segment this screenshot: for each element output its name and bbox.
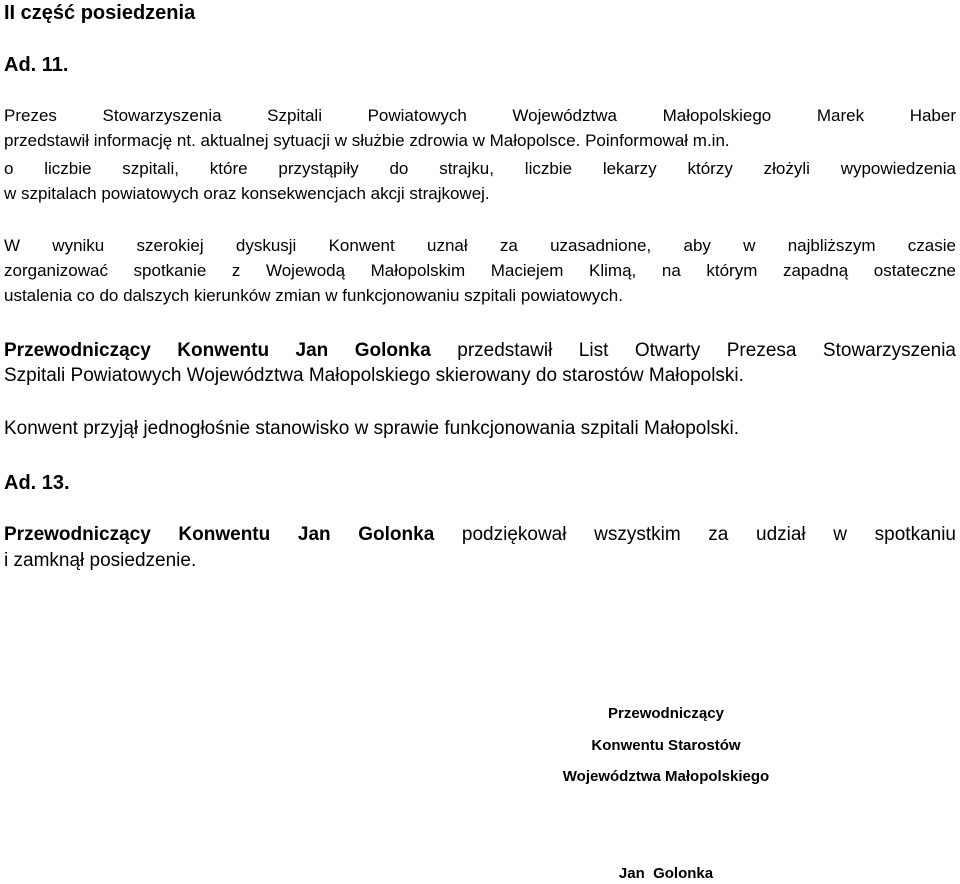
item-11-para2-line2: zorganizować spotkanie z Wojewodą Małopolskim Maciejem Klimą, na którym zapadną ostateczne [4, 261, 956, 280]
item-11-para1-line3: o liczbie szpitali, które przystąpiły do strajku, liczbie lekarzy którzy złożyli wypowiedzenia [4, 159, 956, 178]
chairman-name-bold-2: Przewodniczący Konwentu Jan Golonka [4, 524, 435, 545]
signature-line3: Województwa Małopolskiego [562, 768, 770, 785]
item-11-para3-line1 [4, 341, 956, 360]
item-11-para4-line1: Konwent przyjął jednogłośnie stanowisko w sprawie funkcjonowania szpitali Małopolski. [4, 418, 740, 439]
item-13-para1-line1-rest: podziękował wszystkim za udział w spotkaniu [461, 524, 956, 545]
item-13-para1-line1 [4, 525, 956, 544]
item-11-para3-line2: Szpitali Powiatowych Województwa Małopolskiego skierowany do starostów Małopolski. [4, 365, 744, 386]
item-13-para1-line2: i zamknął posiedzenie. [4, 550, 197, 571]
item-11-para2-line1: W wyniku szerokiej dyskusji Konwent uznał za uzasadnione, aby w najbliższym czasie [4, 236, 956, 255]
signature-name: Jan Golonka [618, 865, 714, 882]
chairman-name-bold: Przewodniczący Konwentu Jan Golonka [4, 340, 431, 361]
item-11-para1-line4: w szpitalach powiatowych oraz konsekwencjach akcji strajkowej. [4, 184, 490, 203]
item-13-heading: Ad. 13. [4, 472, 70, 494]
signature-line1: Przewodniczący [608, 705, 724, 722]
item-11-para1-line2: przedstawił informację nt. aktualnej sytuacji w służbie zdrowia w Małopolsce. Poinformował m.in. [4, 131, 730, 150]
item-11-para2-line3: ustalenia co do dalszych kierunków zmian w funkcjonowaniu szpitali powiatowych. [4, 286, 623, 305]
signature-line2: Konwentu Starostów [591, 737, 741, 754]
item-11-heading: Ad. 11. [4, 54, 69, 76]
item-11-para1-line1: Prezes Stowarzyszenia Szpitali Powiatowych Województwa Małopolskiego Marek Haber [4, 106, 956, 125]
item-11-para3-line1-rest: przedstawił List Otwarty Prezesa Stowarzyszenia [457, 340, 956, 361]
section-title: II część posiedzenia [4, 2, 196, 24]
